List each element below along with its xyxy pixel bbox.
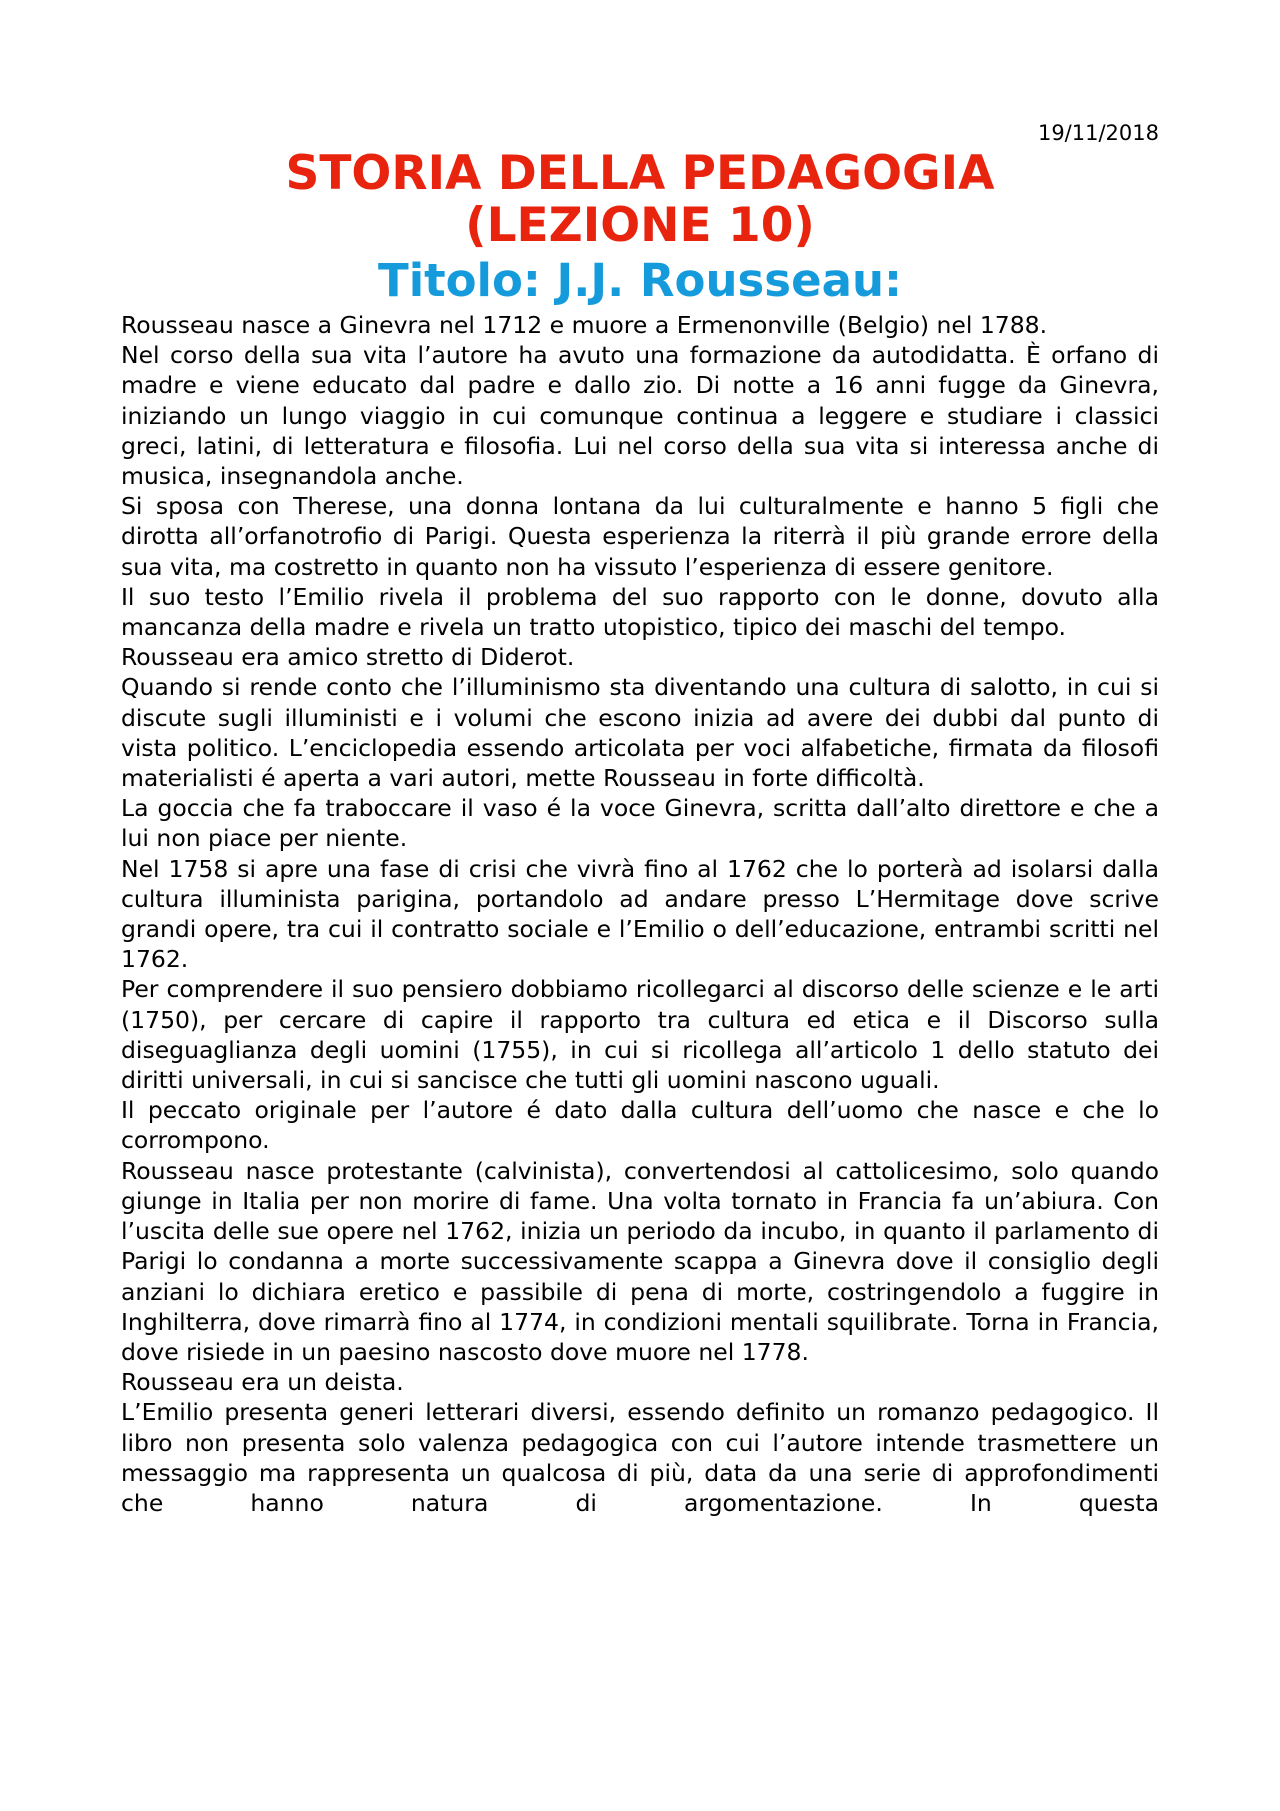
paragraph-emilio-genres: L’Emilio presenta generi letterari diversi, essendo definito un romanzo pedagogico. Il libro non presenta solo valenza pedagogica con cui l’autore intende trasmettere un messaggio ma rappresenta un qualcosa di più, data da una serie di approfondimenti che hanno natura di argomentazione. In questa: [121, 1398, 1159, 1517]
document-subtitle: Titolo: J.J. Rousseau:: [378, 254, 902, 307]
body-text: [121, 310, 1159, 1517]
paragraph-emilio-women: Il suo testo l’Emilio rivela il problema del suo rapporto con le donne, dovuto alla mancanza della madre e rivela un tratto utopistico, tipico dei maschi del tempo.: [121, 582, 1159, 642]
paragraph-deist: Rousseau era un deista.: [121, 1368, 404, 1397]
paragraph-crisis: Nel 1758 si apre una fase di crisi che vivrà fino al 1762 che lo porterà ad isolarsi dalla cultura illuminista parigina, portandolo ad andare presso L’Hermitage dove scrive grandi opere, tra cui il contratto sociale e l’Emilio o dell’educazione, entrambi scritti nel 1762.: [121, 854, 1159, 974]
document-title: STORIA DELLA PEDAGOGIA (LEZIONE 10): [285, 146, 995, 253]
paragraph-marriage: Si sposa con Therese, una donna lontana da lui culturalmente e hanno 5 figli che dirotta all’orfanotrofio di Parigi. Questa esperienza la riterrà il più grande errore della sua vita, ma costretto in quanto non ha vissuto l’esperienza di essere genitore.: [121, 492, 1159, 581]
paragraph-formation: Nel corso della sua vita l’autore ha avuto una formazione da autodidatta. È orfano di madre e viene educato dal padre e dallo zio. Di notte a 16 anni fugge da Ginevra, iniziando un lungo viaggio in cui comunque continua a leggere e studiare i classici greci, latini, di letteratura e filosofia. Lui nel corso della sua vita si interessa anche di musica, insegnandola anche.: [121, 341, 1159, 491]
paragraph-enlightenment: Quando si rende conto che l’illuminismo sta diventando una cultura di salotto, in cui si discute sugli illuministi e i volumi che escono inizia ad avere dei dubbi dal punto di vista politico. L’enciclopedia essendo articolata per voci alfabetiche, firmata da filosofi materialisti é aperta a vari autori, mette Rousseau in forte difficoltà.: [121, 673, 1159, 793]
paragraph-discourses: Per comprendere il suo pensiero dobbiamo ricollegarci al discorso delle scienze e le arti (1750), per cercare di capire il rapporto tra cultura ed etica e il Discorso sulla diseguaglianza degli uomini (1755), in cui si ricollega all’articolo 1 dello statuto dei diritti universali, in cui si sancisce che tutti gli uomini nascono uguali.: [121, 975, 1159, 1095]
paragraph-birth: Rousseau nasce a Ginevra nel 1712 e muore a Ermenonville (Belgio) nel 1788.: [121, 311, 1048, 339]
lecture-date: 19/11/2018: [1037, 121, 1159, 145]
paragraph-religion-exile: Rousseau nasce protestante (calvinista), convertendosi al cattolicesimo, solo quando giunge in Italia per non morire di fame. Una volta tornato in Francia fa un’abiura. Con l’uscita delle sue opere nel 1762, inizia un periodo da incubo, in quanto il parlamento di Parigi lo condanna a morte successivamente scappa a Ginevra dove il consiglio degli anziani lo dichiara eretico e passibile di pena di morte, costringendolo a fuggire in Inghilterra, dove rimarrà fino al 1774, in condizioni mentali squilibrate. Torna in Francia, dove risiede in un paesino nascosto dove muore nel 1778.: [121, 1156, 1159, 1366]
paragraph-original-sin: Il peccato originale per l’autore é dato dalla cultura dell’uomo che nasce e che lo corrompono.: [121, 1096, 1159, 1155]
paragraph-diderot: Rousseau era amico stretto di Diderot.: [121, 643, 575, 672]
paragraph-ginevra-entry: La goccia che fa traboccare il vaso é la voce Ginevra, scritta dall’alto direttore e che a lui non piace per niente.: [121, 794, 1159, 853]
document-page: [121, 118, 1159, 1517]
